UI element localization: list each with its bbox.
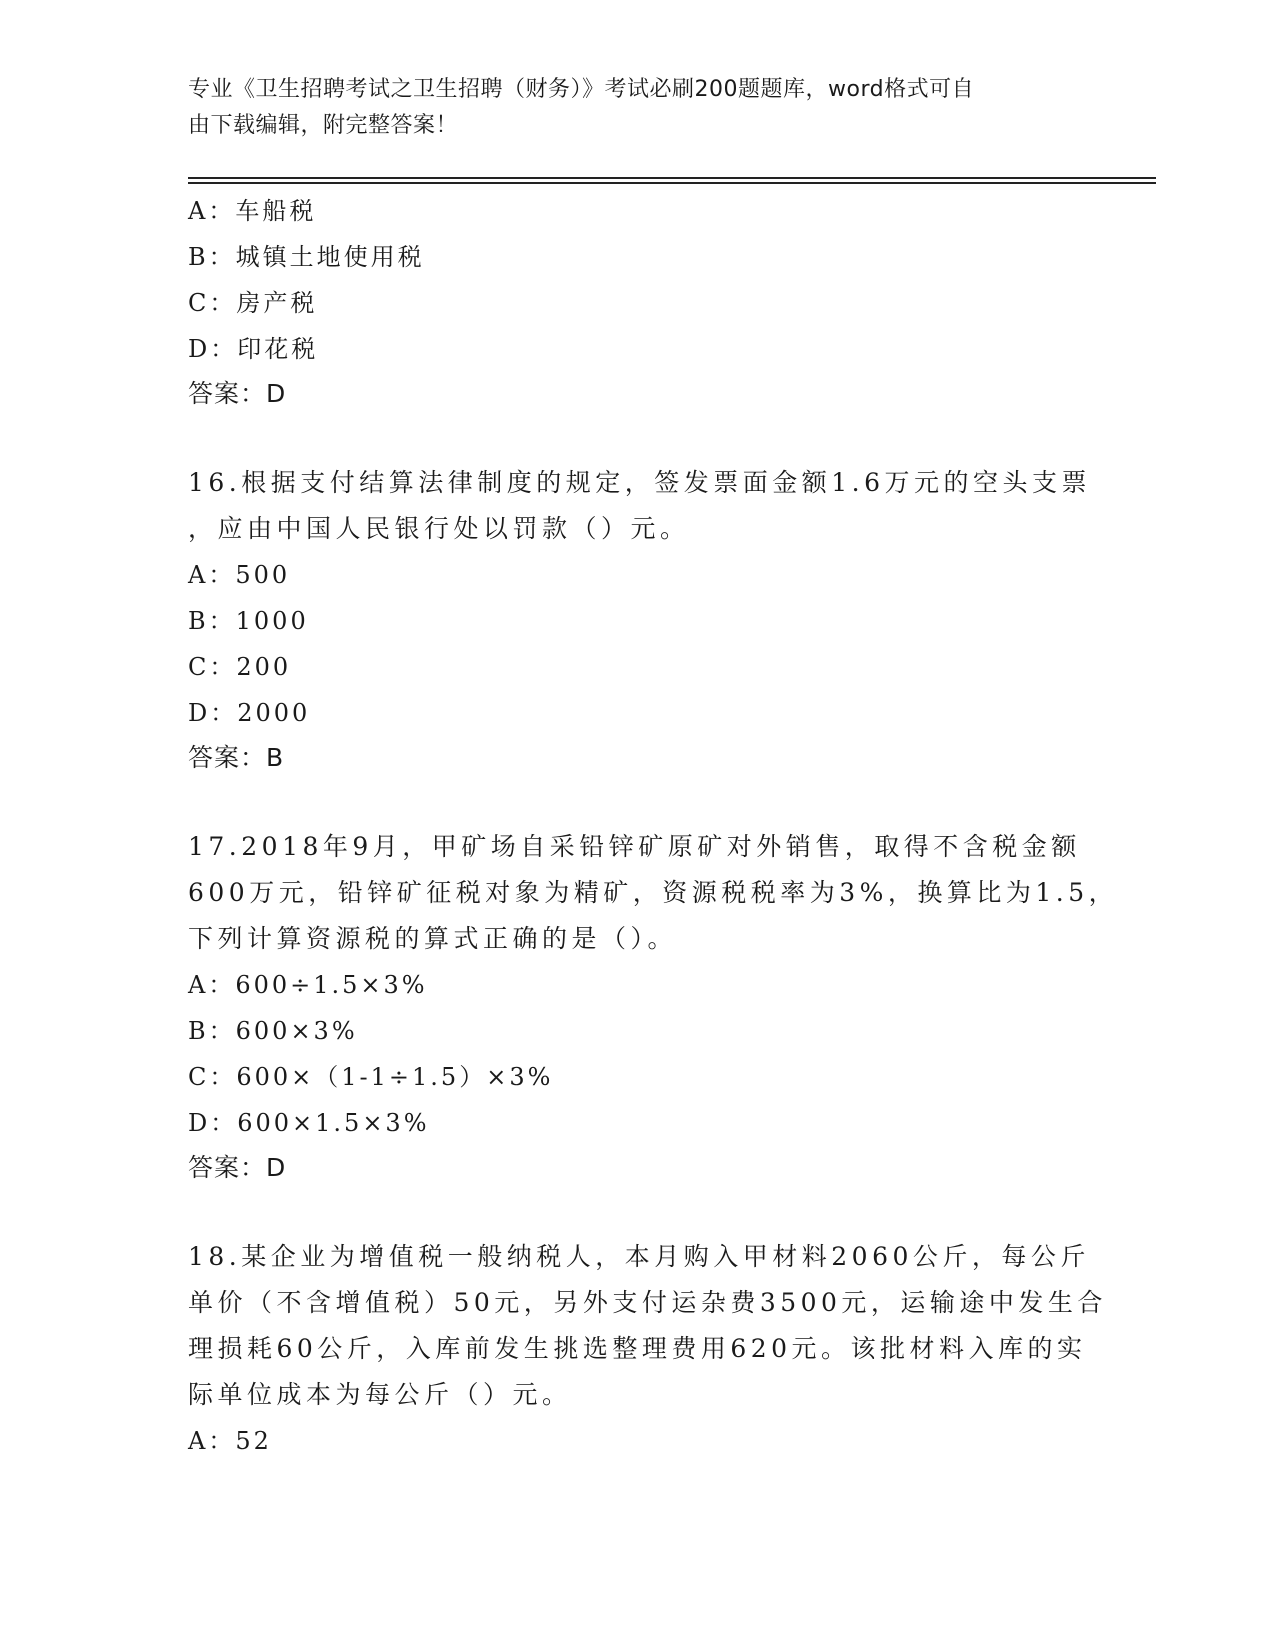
header-divider-bottom xyxy=(188,182,1156,184)
question-text-line: 16.根据支付结算法律制度的规定，签发票面金额1.6万元的空头支票 xyxy=(188,468,1092,497)
option-a: A：52 xyxy=(188,1427,272,1455)
question-text-line: 单价（不含增值税）50元，另外支付运杂费3500元，运输途中发生合 xyxy=(188,1288,1107,1317)
option-c: C：房产税 xyxy=(188,289,318,317)
question-17-block xyxy=(188,824,1119,1190)
header-divider-top xyxy=(188,177,1156,179)
question-16-block xyxy=(188,460,1092,780)
option-a: A：600÷1.5×3% xyxy=(188,971,428,999)
question-text-line: 17.2018年9月，甲矿场自采铅锌矿原矿对外销售，取得不含税金额 xyxy=(188,832,1081,861)
option-b: B：600×3% xyxy=(188,1017,358,1045)
option-c: C：200 xyxy=(188,653,292,681)
question-text-line: 际单位成本为每公斤（）元。 xyxy=(188,1380,572,1409)
option-a: A：车船税 xyxy=(188,197,317,225)
question-18-block xyxy=(188,1234,1107,1464)
document-header xyxy=(188,72,1068,144)
option-a: A：500 xyxy=(188,561,291,589)
option-d: D：印花税 xyxy=(188,335,319,363)
answer-line: 答案：D xyxy=(188,379,287,408)
option-b: B：城镇土地使用税 xyxy=(188,243,425,271)
document-body xyxy=(188,188,1119,1464)
question-text-line: ，应由中国人民银行处以罚款（）元。 xyxy=(188,514,690,543)
answer-line: 答案：B xyxy=(188,743,285,772)
option-b: B：1000 xyxy=(188,607,309,635)
option-d: D：600×1.5×3% xyxy=(188,1109,430,1137)
header-line-1: 专业《卫生招聘考试之卫生招聘（财务）》考试必刷200题题库，word格式可自 xyxy=(188,77,975,102)
header-line-2: 由下载编辑，附完整答案！ xyxy=(188,113,459,138)
question-text-line: 600万元，铅锌矿征税对象为精矿，资源税税率为3%，换算比为1.5， xyxy=(188,878,1119,907)
answer-line: 答案：D xyxy=(188,1153,287,1182)
question-text-line: 理损耗60公斤，入库前发生挑选整理费用620元。该批材料入库的实 xyxy=(188,1334,1087,1363)
question-15-block xyxy=(188,188,1088,416)
question-text-line: 下列计算资源税的算式正确的是（）。 xyxy=(188,924,678,953)
question-text-line: 18.某企业为增值税一般纳税人，本月购入甲材料2060公斤，每公斤 xyxy=(188,1242,1090,1271)
option-d: D：2000 xyxy=(188,699,311,727)
option-c: C：600×（1-1÷1.5）×3% xyxy=(188,1063,554,1091)
